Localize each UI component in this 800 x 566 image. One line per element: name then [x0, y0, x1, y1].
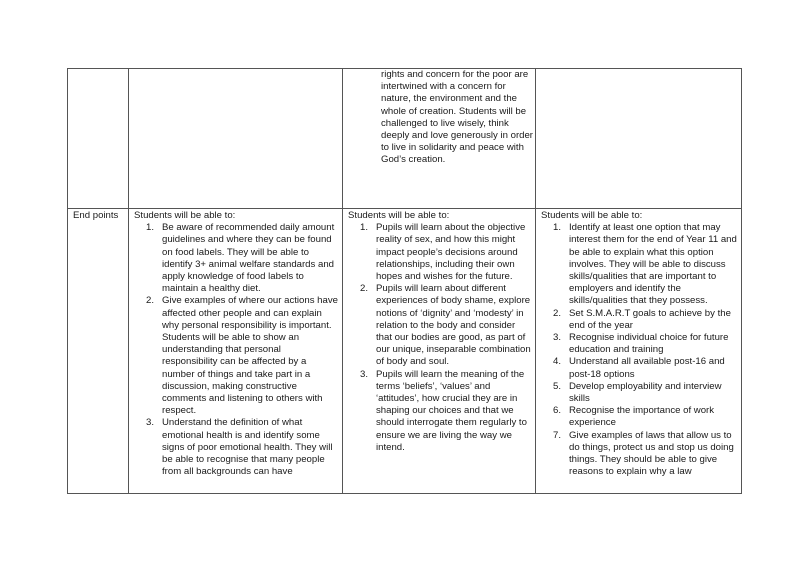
list-item — [541, 430, 737, 479]
column-divider-2 — [342, 69, 343, 493]
row1-col2-cell — [381, 69, 536, 207]
list-number: 3. — [553, 332, 562, 344]
list-item — [541, 405, 737, 429]
col3-list — [541, 222, 737, 478]
list-item — [541, 222, 737, 307]
list-text: Set S.M.A.R.T goals to achieve by the end of the year — [569, 307, 731, 331]
col3-intro: Students will be able to: — [541, 210, 643, 221]
list-text: Give examples of where our actions have affected other people and can explain why personal responsibility is important. Students will be able to show an understanding that personal responsibility can be affected by a number of things and take part in a discussion, making constructive comments and listening to others with respect. — [162, 295, 338, 417]
list-number: 1. — [553, 222, 562, 234]
list-text: Recognise the importance of work experience — [569, 405, 715, 429]
list-number: 4. — [553, 356, 562, 368]
list-text: Develop employability and interview skills — [569, 380, 722, 405]
list-text: Recognise individual choice for future education and training — [569, 332, 729, 356]
list-number: 1. — [360, 222, 369, 234]
list-item — [134, 222, 338, 295]
list-text: Identify at least one option that may interest them for the end of Year 11 and be able to explain what this option involves. They will be able to discuss skills/qualities that are important to employers and identify the skills/qualities that they possess. — [569, 222, 737, 307]
list-item — [541, 381, 737, 405]
row2-col1-cell — [134, 210, 338, 492]
list-number: 2. — [146, 295, 155, 307]
list-number: 3. — [360, 368, 369, 380]
row-label-end-points — [73, 210, 127, 224]
list-text: Be aware of recommended daily amount guidelines and where they can be found on food labels. They will be able to identify 3+ animal welfare standards and apply knowledge of food labels to maintain a healthy diet. — [162, 222, 335, 295]
list-number: 1. — [146, 222, 155, 234]
list-item — [348, 369, 532, 454]
curriculum-table — [67, 68, 742, 494]
column-divider-1 — [128, 69, 129, 493]
list-item — [541, 308, 737, 332]
col2-intro: Students will be able to: — [348, 210, 450, 221]
end-points-label: End points — [73, 210, 119, 221]
row2-col2-cell — [348, 210, 532, 492]
list-item — [348, 283, 532, 368]
list-number: 5. — [553, 380, 562, 392]
row-divider — [68, 208, 741, 209]
list-item — [134, 295, 338, 417]
list-text: Pupils will learn the meaning of the terms ‘beliefs’, ‘values’ and ‘attitudes’, how crucial they are in shaping our choices and that we should interrogate them regularly to ensure we are living the way we intend. — [376, 368, 527, 453]
list-text: Pupils will learn about different experiences of body shame, explore notions of ‘dignity’ and ‘modesty’ in relation to the body and consider that our bodies are good, as part of our unique, inseparable combination of body and soul. — [376, 283, 531, 368]
list-item — [134, 417, 338, 478]
col2-list — [348, 222, 532, 454]
row1-col2-text: rights and concern for the poor are intertwined with a concern for nature, the environment and the whole of creation. Students will be challenged to live wisely, think deeply and love generously in order to live in solidarity and peace with God’s creation. — [381, 69, 534, 166]
list-item — [348, 222, 532, 283]
list-number: 6. — [553, 405, 562, 417]
col1-list — [134, 222, 338, 478]
list-number: 2. — [553, 307, 562, 319]
row2-col3-cell — [541, 210, 737, 492]
col1-intro: Students will be able to: — [134, 210, 236, 221]
list-number: 2. — [360, 283, 369, 295]
list-text: Pupils will learn about the objective reality of sex, and how this might impact people’s decisions around relationships, including their own hopes and wishes for the future. — [376, 222, 526, 283]
list-number: 3. — [146, 417, 155, 429]
list-item — [541, 332, 737, 356]
list-number: 7. — [553, 429, 562, 441]
list-text: Understand all available post-16 and post-18 options — [569, 356, 725, 380]
list-item — [541, 356, 737, 380]
list-text: Give examples of laws that allow us to do things, protect us and stop us doing things. They should be able to give reasons to explain why a law — [569, 429, 734, 478]
list-text: Understand the definition of what emotional health is and identify some signs of poor emotional health. They will be able to recognise that many people from all backgrounds can have — [162, 417, 333, 478]
